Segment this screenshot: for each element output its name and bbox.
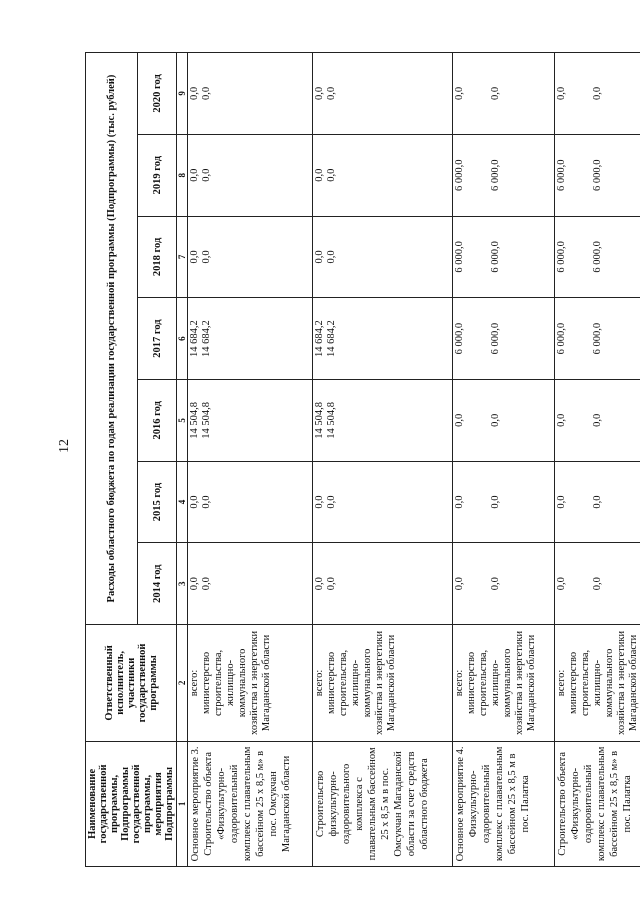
cell-value: 0,0 0,0 <box>188 216 313 298</box>
table-row <box>555 53 640 867</box>
cell-value: 0,0 0,0 <box>313 543 453 625</box>
total-label: всего: <box>454 669 466 697</box>
header-year: 2018 год <box>138 216 177 298</box>
executor-text: министерство строительства, жилищно-коммунального хозяйства и энергетики Магаданской области <box>466 630 538 735</box>
cell-value: 0,0 0,0 <box>313 216 453 298</box>
cell-value: 14 684,2 14 684,2 <box>313 298 453 380</box>
header-expenses: Расходы областного бюджета по годам реализации государственной программы (Подпрограммы) (тыс. рублей) <box>86 53 138 625</box>
column-number: 1 <box>177 741 188 866</box>
executor-text: министерство строительства, жилищно-коммунального хозяйства и энергетики Магаданской области <box>568 630 640 735</box>
column-number: 6 <box>177 298 188 380</box>
header-year: 2019 год <box>138 134 177 216</box>
executor-text: министерство строительства, жилищно-коммунального хозяйства и энергетики Магаданской области <box>201 630 272 735</box>
column-number: 4 <box>177 461 188 543</box>
cell-value: 0,0 0,0 <box>453 461 555 543</box>
cell-value: 0,0 0,0 <box>555 379 640 461</box>
cell-value: 0,0 0,0 <box>188 53 313 135</box>
row-executor <box>555 625 640 742</box>
column-number: 3 <box>177 543 188 625</box>
cell-value: 0,0 0,0 <box>188 134 313 216</box>
table-row <box>313 53 453 867</box>
row-executor <box>313 625 453 742</box>
cell-value: 0,0 0,0 <box>453 53 555 135</box>
cell-value: 0,0 0,0 <box>313 134 453 216</box>
header-year: 2017 год <box>138 298 177 380</box>
header-name: Наименование государственной программы, Подпрограммы государственной программы, мероприятия Подпрограммы <box>86 741 177 866</box>
header-year: 2014 год <box>138 543 177 625</box>
executor-text: министерство строительства, жилищно-коммунального хозяйства и энергетики Магаданской области <box>326 630 398 735</box>
page-number: 12 <box>57 439 72 453</box>
row-name: Основное мероприятие 4. Физкультурно-оздоровительный комплекс с плавательным бассейном 25 х 8,5 м в пос. Палатка <box>453 741 555 866</box>
cell-value: 14 504,8 14 504,8 <box>313 379 453 461</box>
row-name: Основное мероприятие 3. Строительство объекта «Физкультурно-оздоровительный комплекс с плавательным бассейном 25 х 8,5 м» в пос. Омсукчан Магаданской области <box>188 741 313 866</box>
column-number: 2 <box>177 625 188 742</box>
rotated-table-page <box>85 52 640 867</box>
cell-value: 6 000,0 6 000,0 <box>555 216 640 298</box>
cell-value: 0,0 0,0 <box>313 461 453 543</box>
header-year: 2015 год <box>138 461 177 543</box>
cell-value: 0,0 0,0 <box>555 53 640 135</box>
row-executor <box>188 625 313 742</box>
row-name: Строительство физкультурно-оздоровительного комплекса с плавательным бассейном 25 х 8,5 м в пос. Омсукчан Магаданской области за счет средств областного бюджета <box>313 741 453 866</box>
cell-value: 6 000,0 6 000,0 <box>555 298 640 380</box>
column-number: 7 <box>177 216 188 298</box>
table-row <box>453 53 555 867</box>
column-number: 5 <box>177 379 188 461</box>
header-executor: Ответственный исполнитель, участники государственной программы <box>86 625 177 742</box>
cell-value: 0,0 0,0 <box>453 543 555 625</box>
cell-value: 0,0 0,0 <box>453 379 555 461</box>
cell-value: 0,0 0,0 <box>188 461 313 543</box>
column-number: 9 <box>177 53 188 135</box>
header-year: 2020 год <box>138 53 177 135</box>
cell-value: 0,0 0,0 <box>313 53 453 135</box>
row-executor <box>453 625 555 742</box>
cell-value: 14 684,2 14 684,2 <box>188 298 313 380</box>
total-label: всего: <box>314 669 326 697</box>
cell-value: 6 000,0 6 000,0 <box>555 134 640 216</box>
cell-value: 6 000,0 6 000,0 <box>453 134 555 216</box>
total-label: всего: <box>189 669 200 697</box>
cell-value: 6 000,0 6 000,0 <box>453 216 555 298</box>
row-name: Строительство объекта «Физкультурно-оздоровительный комплекс с плавательным бассейном 25 х 8,5 м» в пос. Палатка <box>555 741 640 866</box>
cell-value: 0,0 0,0 <box>555 461 640 543</box>
table-row <box>188 53 313 867</box>
cell-value: 0,0 0,0 <box>188 543 313 625</box>
column-number: 8 <box>177 134 188 216</box>
cell-value: 0,0 0,0 <box>555 543 640 625</box>
header-year: 2016 год <box>138 379 177 461</box>
cell-value: 6 000,0 6 000,0 <box>453 298 555 380</box>
budget-table <box>85 52 640 867</box>
cell-value: 14 504,8 14 504,8 <box>188 379 313 461</box>
total-label: всего: <box>556 669 568 697</box>
